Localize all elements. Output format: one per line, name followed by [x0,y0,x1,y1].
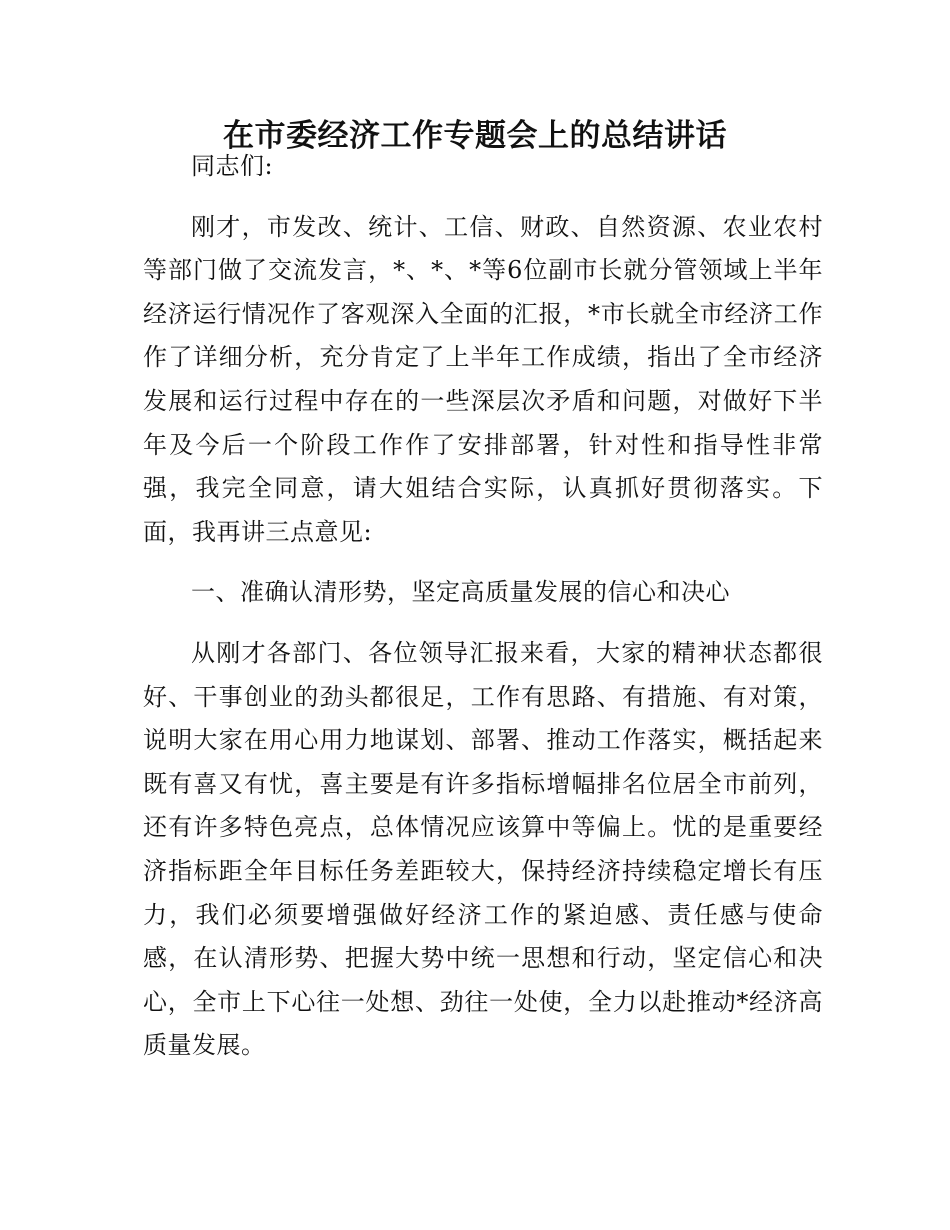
document-body [143,145,823,1085]
section-heading-1: 一、准确认清形势，坚定高质量发展的信心和决心 [191,578,730,607]
document-title: 在市委经济工作专题会上的总结讲话 [223,118,727,154]
paragraph-section-1: 从刚才各部门、各位领导汇报来看，大家的精神状态都很好、干事创业的劲头都很足，工作有思路、有措施、有对策，说明大家在用心用力地谋划、部署、推动工作落实，概括起来既有喜又有忧，喜主要是有许多指标增幅排名位居全市前列，还有许多特色亮点，总体情况应该算中等偏上。忧的是重要经济指标距全年目标任务差距较大，保持经济持续稳定增长有压力，我们必须要增强做好经济工作的紧迫感、责任感与使命感，在认清形势、把握大势中统一思想和行动，坚定信心和决心，全市上下心往一处想、劲往一处使，全力以赴推动*经济高质量发展。 [143,638,823,1060]
greeting: 同志们: [191,152,274,180]
paragraph-opening: 刚才，市发改、统计、工信、财政、自然资源、农业农村等部门做了交流发言，*、*、*等6位副市长就分管领域上半年经济运行情况作了客观深入全面的汇报，*市长就全市经济工作作了详细分析，充分肯定了上半年工作成绩，指出了全市经济发展和运行过程中存在的一些深层次矛盾和问题，对做好下半年及今后一个阶段工作作了安排部署，针对性和指导性非常强，我完全同意，请大姐结合实际，认真抓好贯彻落实。下面，我再讲三点意见: [143,212,823,546]
